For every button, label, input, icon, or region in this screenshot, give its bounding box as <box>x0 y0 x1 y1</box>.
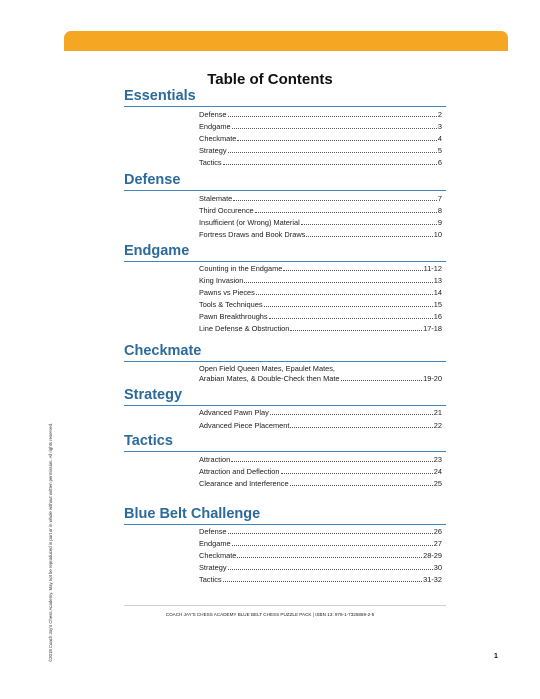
leader-dots <box>283 264 422 271</box>
section-heading-tactics: Tactics <box>124 433 173 449</box>
entry-label: Insufficient (or Wrong) Material <box>199 218 300 227</box>
leader-dots <box>228 563 433 570</box>
toc-entry <box>199 206 442 217</box>
toc-entry <box>199 527 442 538</box>
entry-label: King Invasion <box>199 276 244 285</box>
entry-page: 10 <box>433 230 442 239</box>
entry-label: Advanced Piece Placement <box>199 421 290 430</box>
entry-label: Line Defense & Obstruction <box>199 324 290 333</box>
entry-page: 22 <box>433 421 442 430</box>
toc-entry <box>199 421 442 432</box>
leader-dots <box>228 527 433 534</box>
toc-entry <box>199 539 442 550</box>
entry-page: 24 <box>433 467 442 476</box>
entry-page: 19-20 <box>423 374 442 383</box>
entry-page: 23 <box>433 455 442 464</box>
entry-page: 27 <box>433 539 442 548</box>
toc-entry <box>199 563 442 574</box>
leader-dots <box>232 122 437 129</box>
entry-page: 2 <box>437 110 442 119</box>
entry-label: Defense <box>199 110 227 119</box>
entry-page: 3 <box>437 122 442 131</box>
toc-entry <box>199 264 442 275</box>
page-title: Table of Contents <box>207 71 333 88</box>
entry-page: 17-18 <box>423 324 442 333</box>
toc-entry <box>199 324 442 335</box>
toc-entry <box>199 276 442 287</box>
section-rule <box>124 361 446 362</box>
leader-dots <box>256 288 433 295</box>
footer-rule <box>124 605 446 606</box>
section-rule <box>124 190 446 191</box>
toc-entry <box>199 158 442 169</box>
leader-dots <box>281 467 433 474</box>
leader-dots <box>223 575 423 582</box>
toc-entry <box>199 194 442 205</box>
section-rule <box>124 261 446 262</box>
leader-dots <box>269 312 433 319</box>
leader-dots <box>301 218 437 225</box>
section-heading-checkmate: Checkmate <box>124 343 202 359</box>
leader-dots <box>223 158 437 165</box>
entry-label: Advanced Pawn Play <box>199 408 269 417</box>
toc-entry <box>199 551 442 562</box>
footer-text: COACH JAY'S CHESS ACADEMY BLUE BELT CHESS PUZZLE PACK | ISBN 13: 978-1-7325869-2-5 <box>165 612 375 617</box>
toc-entry <box>199 218 442 229</box>
section-heading-defense: Defense <box>124 172 181 188</box>
entry-label: Attraction and Deflection <box>199 467 280 476</box>
toc-entry <box>199 134 442 145</box>
entry-label: Defense <box>199 527 227 536</box>
toc-entry <box>199 110 442 121</box>
entry-page: 15 <box>433 300 442 309</box>
toc-entry <box>199 374 442 385</box>
section-heading-blue-belt-challenge: Blue Belt Challenge <box>124 506 261 522</box>
entry-label: Third Occurence <box>199 206 254 215</box>
entry-label: Tools & Techniques <box>199 300 263 309</box>
leader-dots <box>264 300 433 307</box>
entry-page: 4 <box>437 134 442 143</box>
section-rule <box>124 106 446 107</box>
leader-dots <box>255 206 437 213</box>
entry-page: 16 <box>433 312 442 321</box>
section-heading-endgame: Endgame <box>124 243 190 259</box>
entry-label: Endgame <box>199 122 231 131</box>
page-number: 1 <box>494 653 498 660</box>
entry-label: Stalemate <box>199 194 233 203</box>
leader-dots <box>228 110 437 117</box>
entry-page: 13 <box>433 276 442 285</box>
entry-page: 26 <box>433 527 442 536</box>
toc-entry <box>199 312 442 323</box>
entry-label: Strategy <box>199 146 227 155</box>
entry-page: 8 <box>437 206 442 215</box>
leader-dots <box>306 230 432 237</box>
entry-label: Attraction <box>199 455 231 464</box>
entry-page: 31-32 <box>423 575 442 584</box>
leader-dots <box>290 324 422 331</box>
toc-entry <box>199 455 442 466</box>
entry-label: Checkmate <box>199 551 237 560</box>
entry-page: 25 <box>433 479 442 488</box>
leader-dots <box>237 134 436 141</box>
entry-page: 14 <box>433 288 442 297</box>
entry-label: Pawn Breakthroughs <box>199 312 268 321</box>
entry-label: Strategy <box>199 563 227 572</box>
section-rule <box>124 451 446 452</box>
entry-label: Endgame <box>199 539 231 548</box>
leader-dots <box>232 539 433 546</box>
entry-page: 6 <box>437 158 442 167</box>
leader-dots <box>228 146 437 153</box>
toc-entry <box>199 575 442 586</box>
toc-entry <box>199 467 442 478</box>
entry-label: Clearance and Interference <box>199 479 289 488</box>
header-accent-bar <box>64 31 508 51</box>
section-heading-strategy: Strategy <box>124 387 183 403</box>
section-heading-essentials: Essentials <box>124 88 196 104</box>
entry-page: 11-12 <box>423 264 442 273</box>
section-rule <box>124 524 446 525</box>
toc-entry <box>199 122 442 133</box>
leader-dots <box>290 479 433 486</box>
leader-dots <box>244 276 432 283</box>
entry-label: Fortress Draws and Book Draws <box>199 230 306 239</box>
toc-entry <box>199 300 442 311</box>
entry-page: 28-29 <box>423 551 442 560</box>
leader-dots <box>290 421 432 428</box>
entry-label: Checkmate <box>199 134 237 143</box>
leader-dots <box>233 194 437 201</box>
entry-page: 5 <box>437 146 442 155</box>
toc-entry <box>199 288 442 299</box>
toc-entry <box>199 230 442 241</box>
toc-entry <box>199 408 442 419</box>
entry-label: Pawns vs Pieces <box>199 288 255 297</box>
toc-entry <box>199 146 442 157</box>
leader-dots <box>231 455 433 462</box>
toc-entry <box>199 479 442 490</box>
entry-label: Tactics <box>199 158 222 167</box>
entry-label: Tactics <box>199 575 222 584</box>
entry-page: 21 <box>433 408 442 417</box>
entry-label: Counting in the Endgame <box>199 264 283 273</box>
leader-dots <box>237 551 422 558</box>
entry-page: 9 <box>437 218 442 227</box>
section-rule <box>124 405 446 406</box>
entry-page: 7 <box>437 194 442 203</box>
leader-dots <box>341 374 423 381</box>
entry-label: Arabian Mates, & Double-Check then Mate <box>199 374 340 383</box>
copyright-notice: ©2018 Coach Jay's Chess Academy. May not be reproduced in part or in whole without written permission. All rights reserved. <box>48 422 53 662</box>
entry-label-line1: Open Field Queen Mates, Epaulet Mates, <box>199 364 335 373</box>
entry-page: 30 <box>433 563 442 572</box>
leader-dots <box>270 408 433 415</box>
